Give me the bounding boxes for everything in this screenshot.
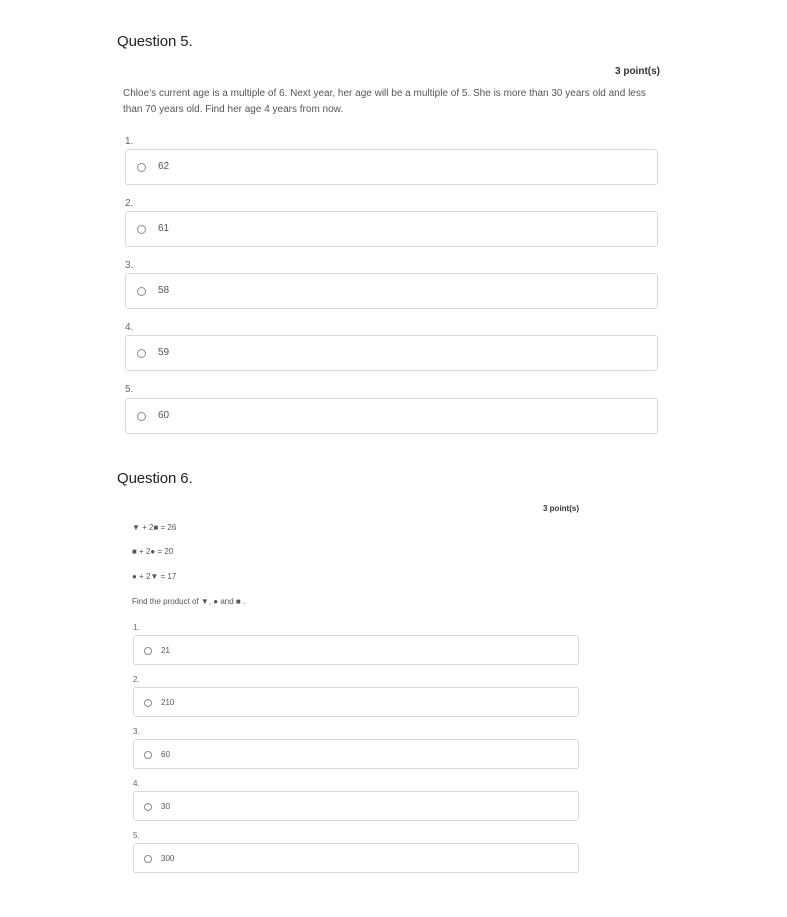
question-title: Question 6. bbox=[117, 470, 193, 487]
radio-icon[interactable] bbox=[144, 751, 152, 759]
equation-line: ▼ + 2■ = 26 bbox=[132, 523, 177, 532]
answer-option-4[interactable] bbox=[133, 791, 579, 821]
points-label: 3 point(s) bbox=[543, 504, 579, 513]
option-value: 62 bbox=[158, 161, 170, 172]
answer-option-2[interactable] bbox=[133, 687, 579, 717]
answer-option-1[interactable] bbox=[133, 635, 579, 665]
question-text: Chloe’s current age is a multiple of 6. Next year, her age will be a multiple of 5. She is more than 30 years old and less than 70 years old. Find her age 4 years from now. bbox=[123, 88, 646, 115]
option-value: 300 bbox=[161, 854, 175, 863]
option-number: 1. bbox=[125, 136, 134, 147]
option-number: 1. bbox=[133, 623, 140, 632]
option-value: 30 bbox=[161, 802, 170, 811]
question-prompt: Find the product of ▼, ● and ■ . bbox=[132, 597, 246, 606]
answer-option-3[interactable] bbox=[125, 273, 658, 309]
option-number: 3. bbox=[133, 727, 140, 736]
equation-line: ■ + 2● = 20 bbox=[132, 547, 174, 556]
points-label: 3 point(s) bbox=[615, 66, 660, 77]
radio-icon[interactable] bbox=[144, 803, 152, 811]
answer-option-2[interactable] bbox=[125, 211, 658, 247]
option-number: 2. bbox=[133, 675, 140, 684]
option-value: 210 bbox=[161, 698, 175, 707]
radio-icon[interactable] bbox=[144, 699, 152, 707]
radio-icon[interactable] bbox=[137, 287, 146, 296]
option-number: 3. bbox=[125, 260, 134, 271]
option-number: 5. bbox=[133, 831, 140, 840]
option-number: 2. bbox=[125, 198, 134, 209]
option-value: 61 bbox=[158, 223, 170, 234]
option-number: 4. bbox=[133, 779, 140, 788]
option-number: 4. bbox=[125, 322, 134, 333]
answer-option-4[interactable] bbox=[125, 335, 658, 371]
option-value: 58 bbox=[158, 285, 170, 296]
answer-option-5[interactable] bbox=[133, 843, 579, 873]
radio-icon[interactable] bbox=[137, 225, 146, 234]
option-value: 60 bbox=[161, 750, 170, 759]
answer-option-5[interactable] bbox=[125, 398, 658, 434]
radio-icon[interactable] bbox=[137, 349, 146, 358]
option-value: 21 bbox=[161, 646, 170, 655]
question-title: Question 5. bbox=[117, 33, 193, 50]
radio-icon[interactable] bbox=[144, 855, 152, 863]
radio-icon[interactable] bbox=[144, 647, 152, 655]
answer-option-3[interactable] bbox=[133, 739, 579, 769]
option-value: 59 bbox=[158, 347, 170, 358]
radio-icon[interactable] bbox=[137, 163, 146, 172]
radio-icon[interactable] bbox=[137, 412, 146, 421]
equation-line: ● + 2▼ = 17 bbox=[132, 572, 177, 581]
option-number: 5. bbox=[125, 384, 134, 395]
answer-option-1[interactable] bbox=[125, 149, 658, 185]
option-value: 60 bbox=[158, 410, 170, 421]
